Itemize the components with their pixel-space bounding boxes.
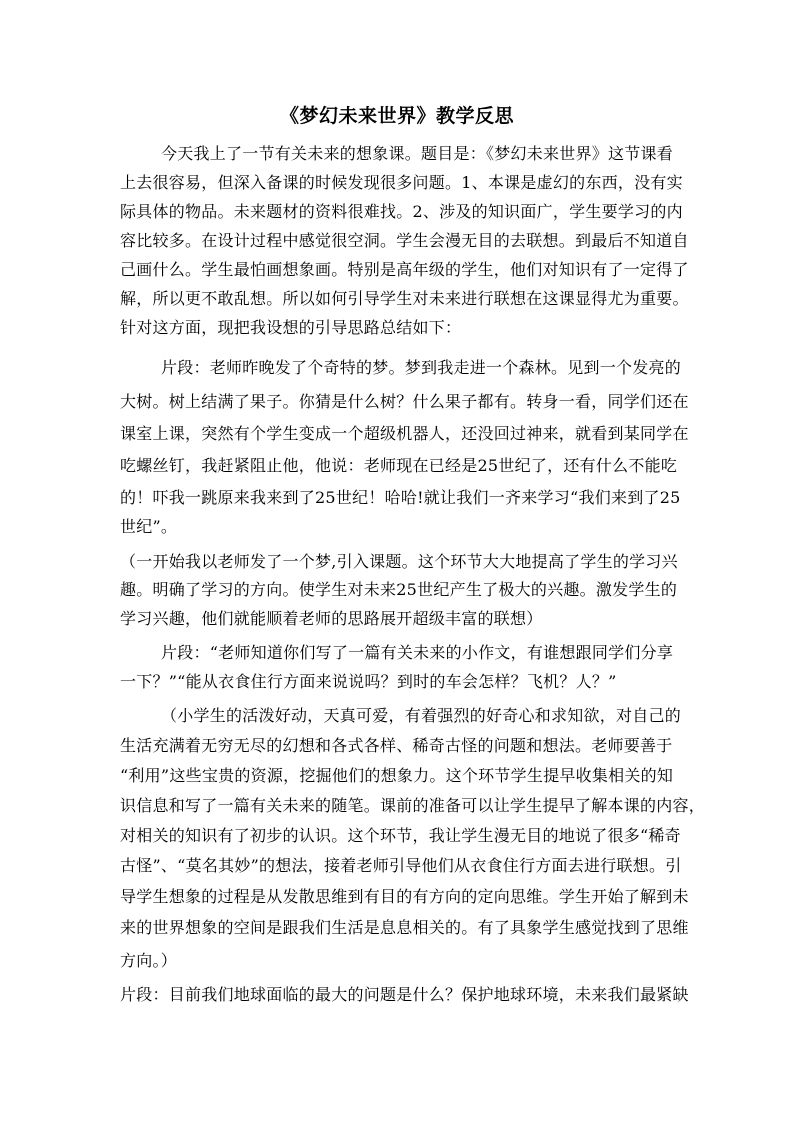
paragraph-line: 解，所以更不敢乱想。所以如何引导学生对未来进行联想在这课显得尤为重要。	[120, 289, 689, 308]
paragraph-line: 际具体的物品。未来题材的资料很难找。2、涉及的知识面广，学生要学习的内	[120, 202, 683, 221]
paragraph-line: 的！吓我一跳原来我来到了25世纪！哈哈!就让我们一齐来学习“我们来到了25	[120, 488, 681, 507]
paragraph-line: 识信息和写了一篇有关未来的随笔。课前的准备可以让学生提早了解本课的内容，	[120, 796, 706, 815]
paragraph-line: 容比较多。在设计过程中感觉很空洞。学生会漫无目的去联想。到最后不知道自	[120, 231, 689, 250]
paragraph-line: 片段：目前我们地球面临的最大的问题是什么？保护地球环境，未来我们最紧缺	[120, 985, 689, 1004]
paragraph-line: 来的世界想象的空间是跟我们生活是息息相关的。有了具象学生感觉找到了思维	[120, 918, 689, 937]
paragraph-line: 今天我上了一节有关未来的想象课。题目是：《梦幻未来世界》这节课看	[161, 144, 674, 163]
paragraph-line: 生活充满着无穷无尽的幻想和各式各样、稀奇古怪的问题和想法。老师要善于	[120, 736, 673, 755]
paragraph-line: 上去很容易，但深入备课的时候发现很多问题。1、本课是虚幻的东西，没有实	[120, 173, 683, 192]
paragraph-line: 片段：“老师知道你们写了一篇有关未来的小作文，有谁想跟同学们分享	[161, 643, 674, 662]
paragraph-line: （小学生的活泼好动，天真可爱，有着强烈的好奇心和求知欲，对自己的	[161, 706, 682, 725]
paragraph-line: 吃螺丝钉，我赶紧阻止他，他说：老师现在已经是25世纪了，还有什么不能吃	[120, 456, 678, 475]
paragraph-line: 世纪”。	[120, 517, 178, 536]
paragraph-line: 趣。明确了学习的方向。使学生对未来25世纪产生了极大的兴趣。激发学生的	[120, 580, 678, 599]
paragraph-line: （一开始我以老师发了一个梦,引入课题。这个环节大大地提高了学生的学习兴	[120, 552, 678, 571]
paragraph-line: “利用”这些宝贵的资源，挖掘他们的想象力。这个环节学生提早收集相关的知	[120, 766, 674, 785]
paragraph-line: 导学生想象的过程是从发散思维到有目的有方向的定向思维。学生开始了解到未	[120, 887, 689, 906]
paragraph-line: 己画什么。学生最怕画想象画。特别是高年级的学生，他们对知识有了一定得了	[120, 260, 689, 279]
paragraph-line: 方向。）	[120, 951, 178, 970]
paragraph-line: 对相关的知识有了初步的认识。这个环节，我让学生漫无目的地说了很多“稀奇	[120, 826, 681, 845]
paragraph-line: 片段：老师昨晚发了个奇特的梦。梦到我走进一个森林。见到一个发亮的	[161, 358, 682, 377]
paragraph-line: 学习兴趣，他们就能顺着老师的思路展开超级丰富的联想）	[120, 609, 543, 628]
paragraph-line: 针对这方面，现把我设想的引导思路总结如下：	[120, 318, 462, 337]
paragraph-line: 课室上课，突然有个学生变成一个超级机器人，还没回过神来，就看到某同学在	[120, 424, 689, 443]
paragraph-line: 一下？”“能从衣食住行方面来说说吗？到时的车会怎样？飞机？人？”	[120, 672, 617, 691]
paragraph-line: 古怪”、“莫名其妙”的想法，接着老师引导他们从衣食住行方面去进行联想。引	[120, 856, 682, 875]
paragraph-line: 大树。树上结满了果子。你猜是什么树？什么果子都有。转身一看，同学们还在	[120, 392, 689, 411]
document-title: 《梦幻未来世界》教学反思	[279, 105, 514, 127]
